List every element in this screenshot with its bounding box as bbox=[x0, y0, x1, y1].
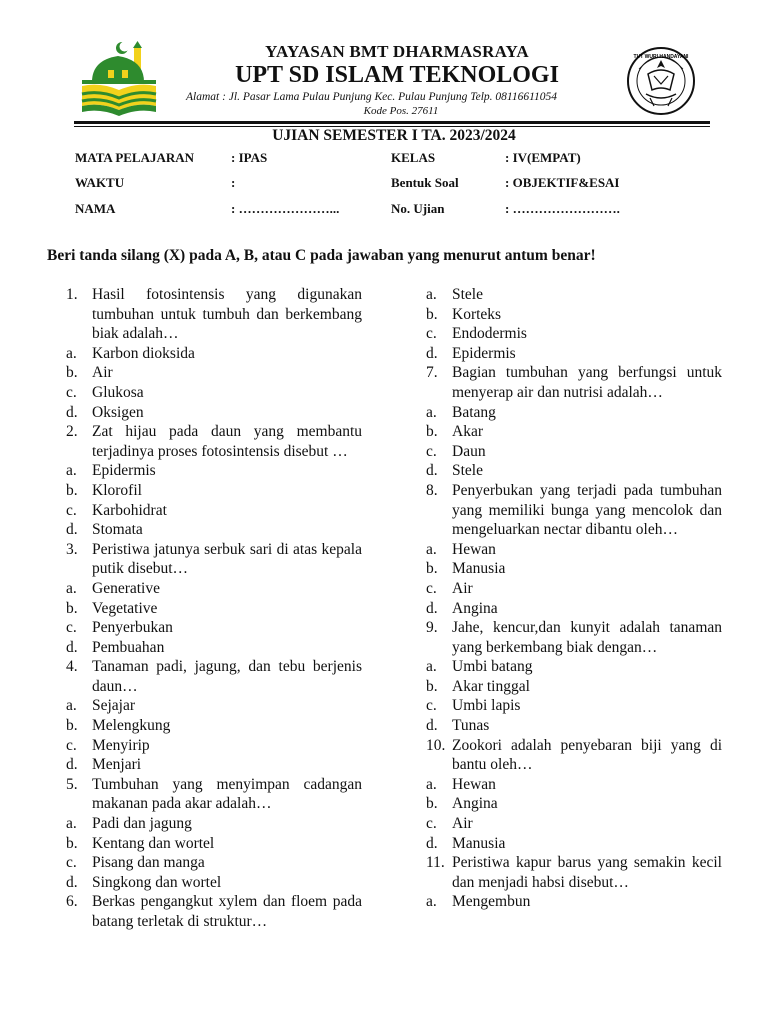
option-letter: a. bbox=[426, 775, 437, 793]
answer-option[interactable] bbox=[426, 403, 722, 423]
option-letter: a. bbox=[426, 403, 437, 421]
option-letter: a. bbox=[426, 658, 437, 676]
option-letter: d. bbox=[426, 599, 438, 617]
answer-option[interactable] bbox=[426, 344, 722, 364]
question-text: Peristiwa kapur barus yang semakin kecil dan menjadi habsi disebut… bbox=[452, 854, 722, 891]
answer-option[interactable] bbox=[426, 892, 722, 912]
option-text: Penyerbukan bbox=[92, 619, 173, 637]
answer-option[interactable] bbox=[66, 599, 362, 619]
option-letter: c. bbox=[66, 736, 77, 754]
option-text: Akar tinggal bbox=[452, 677, 530, 695]
option-text: Epidermis bbox=[92, 462, 156, 480]
option-text: Klorofil bbox=[92, 481, 142, 499]
option-letter: b. bbox=[426, 795, 438, 813]
question-text: Tanaman padi, jagung, dan tebu berjenis daun… bbox=[92, 658, 362, 695]
answer-option[interactable] bbox=[66, 344, 362, 364]
question-number: 4. bbox=[66, 658, 78, 676]
question-number: 1. bbox=[66, 286, 78, 303]
question-item-continued bbox=[426, 285, 722, 363]
answer-option[interactable] bbox=[66, 403, 362, 423]
answer-option[interactable] bbox=[426, 677, 722, 697]
answer-option[interactable] bbox=[426, 285, 722, 305]
option-letter: c. bbox=[66, 619, 77, 637]
option-letter: c. bbox=[426, 697, 437, 715]
question-text: Peristiwa jatunya serbuk sari di atas kepala putik disebut… bbox=[92, 540, 362, 578]
question-item bbox=[426, 618, 722, 736]
option-text: Manusia bbox=[452, 834, 506, 852]
answer-option[interactable] bbox=[66, 736, 362, 756]
option-letter: a. bbox=[66, 344, 77, 362]
question-text: Jahe, kencur,dan kunyit adalah tanaman yang berkembang biak dengan… bbox=[452, 619, 722, 656]
postal-code: Kode Pos. 27611 bbox=[363, 105, 439, 117]
answer-option[interactable] bbox=[66, 520, 362, 540]
exam-number-field: : ……………………. bbox=[505, 201, 620, 216]
option-text: Umbi lapis bbox=[452, 697, 521, 715]
option-letter: a. bbox=[426, 286, 437, 303]
option-text: Angina bbox=[452, 599, 498, 617]
option-letter: d. bbox=[426, 717, 438, 735]
option-letter: c. bbox=[426, 815, 437, 833]
option-text: Kentang dan wortel bbox=[92, 834, 215, 852]
question-number: 3. bbox=[66, 540, 78, 558]
option-letter: a. bbox=[426, 540, 437, 558]
answer-option[interactable] bbox=[426, 559, 722, 579]
school-name: UPT SD ISLAM TEKNOLOGI bbox=[235, 62, 559, 88]
answer-option[interactable] bbox=[66, 383, 362, 403]
class-value: : IV(EMPAT) bbox=[505, 150, 581, 165]
question-item bbox=[426, 481, 722, 618]
option-text: Mengembun bbox=[452, 893, 531, 911]
option-text: Singkong dan wortel bbox=[92, 873, 222, 891]
option-text: Vegetative bbox=[92, 599, 158, 617]
answer-option[interactable] bbox=[426, 657, 722, 677]
question-text: Zat hijau pada daun yang membantu terjadinya proses fotosintensis disebut … bbox=[92, 423, 362, 460]
answer-option[interactable] bbox=[66, 363, 362, 383]
option-letter: d. bbox=[66, 403, 78, 421]
answer-option[interactable] bbox=[426, 422, 722, 442]
option-text: Air bbox=[92, 364, 113, 382]
questions-right-column bbox=[426, 285, 722, 912]
emblem-motto: TUT WURI HANDAYANI bbox=[633, 54, 689, 60]
option-letter: d. bbox=[66, 521, 78, 539]
answer-option[interactable] bbox=[66, 814, 362, 834]
subject-label: MATA PELAJARAN bbox=[75, 150, 195, 165]
option-letter: d. bbox=[426, 834, 438, 852]
answer-option[interactable] bbox=[426, 442, 722, 462]
option-letter: a. bbox=[66, 815, 77, 833]
option-text: Air bbox=[452, 579, 473, 597]
option-letter: d. bbox=[66, 873, 78, 891]
answer-option[interactable] bbox=[426, 579, 722, 599]
answer-option[interactable] bbox=[426, 814, 722, 834]
question-number: 2. bbox=[66, 423, 78, 441]
option-text: Stomata bbox=[92, 521, 143, 539]
option-text: Endodermis bbox=[452, 325, 527, 343]
question-number: 7. bbox=[426, 364, 438, 382]
option-text: Karbohidrat bbox=[92, 501, 167, 519]
option-text: Padi dan jagung bbox=[92, 815, 192, 833]
name-label: NAMA bbox=[75, 201, 116, 216]
question-number: 9. bbox=[426, 619, 438, 637]
answer-option[interactable] bbox=[66, 834, 362, 854]
answer-option[interactable] bbox=[66, 853, 362, 873]
foundation-name: YAYASAN BMT DHARMASRAYA bbox=[265, 42, 529, 61]
option-letter: d. bbox=[426, 462, 438, 480]
option-letter: d. bbox=[66, 756, 78, 774]
question-text: Zookori adalah penyebaran biji yang di bantu oleh… bbox=[452, 736, 722, 774]
option-letter: b. bbox=[66, 364, 78, 382]
option-text: Akar bbox=[452, 423, 483, 441]
question-number: 5. bbox=[66, 775, 78, 793]
option-letter: b. bbox=[66, 834, 78, 852]
answer-option[interactable] bbox=[426, 834, 722, 854]
question-number: 10. bbox=[426, 736, 446, 754]
question-form-value: : OBJEKTIF&ESAI bbox=[505, 175, 620, 190]
question-number: 8. bbox=[426, 481, 438, 499]
question-item bbox=[426, 736, 722, 854]
option-letter: d. bbox=[66, 638, 78, 656]
question-item bbox=[66, 540, 362, 658]
option-text: Menjari bbox=[92, 756, 142, 774]
option-letter: b. bbox=[426, 305, 438, 323]
option-letter: c. bbox=[426, 325, 437, 343]
option-letter: b. bbox=[66, 481, 78, 499]
option-text: Hewan bbox=[452, 540, 496, 558]
question-text: Penyerbukan yang terjadi pada tumbuhan yang memiliki bunga yang mencolok dan mengeluarkan nectar dibantu oleh… bbox=[452, 481, 722, 539]
question-number: 11. bbox=[426, 854, 445, 872]
answer-option[interactable] bbox=[426, 324, 722, 344]
option-text: Daun bbox=[452, 442, 486, 460]
option-text: Korteks bbox=[452, 305, 502, 323]
option-text: Stele bbox=[452, 286, 483, 303]
name-field: : …………………... bbox=[231, 201, 340, 216]
answer-option[interactable] bbox=[426, 775, 722, 795]
question-text: Tumbuhan yang menyimpan cadangan makanan pada akar adalah… bbox=[92, 775, 362, 813]
header-divider-thick bbox=[74, 121, 710, 124]
option-text: Tunas bbox=[452, 717, 490, 735]
answer-option[interactable] bbox=[426, 599, 722, 619]
time-label: WAKTU bbox=[75, 175, 125, 190]
question-item bbox=[66, 657, 362, 775]
answer-option[interactable] bbox=[426, 696, 722, 716]
option-text: Batang bbox=[452, 403, 496, 421]
class-label: KELAS bbox=[391, 150, 436, 165]
question-item bbox=[66, 285, 362, 422]
option-letter: a. bbox=[66, 462, 77, 480]
answer-option[interactable] bbox=[66, 873, 362, 893]
option-text: Pisang dan manga bbox=[92, 854, 205, 872]
option-text: Air bbox=[452, 815, 473, 833]
answer-option[interactable] bbox=[66, 716, 362, 736]
option-text: Melengkung bbox=[92, 717, 171, 735]
option-text: Menyirip bbox=[92, 736, 150, 754]
answer-option[interactable] bbox=[66, 755, 362, 775]
question-item bbox=[426, 853, 722, 912]
option-text: Epidermis bbox=[452, 344, 516, 362]
option-text: Hewan bbox=[452, 775, 496, 793]
instruction-text: Beri tanda silang (X) pada A, B, atau C pada jawaban yang menurut antum benar! bbox=[47, 247, 596, 264]
question-text: Berkas pengangkut xylem dan floem pada batang terletak di struktur… bbox=[92, 893, 362, 930]
option-letter: d. bbox=[426, 344, 438, 362]
questions-left-column bbox=[66, 285, 362, 932]
subject-value: : IPAS bbox=[231, 150, 268, 165]
question-item bbox=[66, 892, 362, 931]
answer-option[interactable] bbox=[426, 794, 722, 814]
option-text: Glukosa bbox=[92, 383, 144, 401]
answer-option[interactable] bbox=[66, 618, 362, 638]
option-text: Umbi batang bbox=[452, 658, 533, 676]
question-item bbox=[426, 363, 722, 481]
option-text: Stele bbox=[452, 462, 483, 480]
option-text: Manusia bbox=[452, 560, 506, 578]
option-letter: b. bbox=[426, 560, 438, 578]
option-letter: b. bbox=[66, 717, 78, 735]
answer-option[interactable] bbox=[426, 716, 722, 736]
answer-option[interactable] bbox=[66, 696, 362, 716]
question-text: Hasil fotosintensis yang digunakan tumbuhan untuk tumbuh dan berkembang biak adalah… bbox=[92, 286, 362, 343]
option-letter: c. bbox=[66, 854, 77, 872]
question-text: Bagian tumbuhan yang berfungsi untuk menyerap air dan nutrisi adalah… bbox=[452, 364, 722, 401]
option-letter: b. bbox=[66, 599, 78, 617]
option-letter: c. bbox=[66, 501, 77, 519]
question-number: 6. bbox=[66, 893, 78, 911]
option-letter: c. bbox=[66, 383, 77, 401]
option-text: Sejajar bbox=[92, 697, 136, 715]
option-text: Pembuahan bbox=[92, 638, 165, 656]
question-item bbox=[66, 422, 362, 540]
option-letter: b. bbox=[426, 423, 438, 441]
option-text: Generative bbox=[92, 579, 160, 597]
option-text: Karbon dioksida bbox=[92, 344, 195, 362]
time-value: : bbox=[231, 175, 236, 190]
question-form-label: Bentuk Soal bbox=[391, 175, 459, 190]
answer-option[interactable] bbox=[426, 461, 722, 481]
answer-option[interactable] bbox=[66, 501, 362, 521]
option-letter: b. bbox=[426, 677, 438, 695]
option-letter: c. bbox=[426, 579, 437, 597]
answer-option[interactable] bbox=[66, 579, 362, 599]
exam-number-label: No. Ujian bbox=[391, 201, 445, 216]
school-address: Alamat : Jl. Pasar Lama Pulau Punjung Kec. Pulau Punjung Telp. 08116611054 bbox=[186, 91, 557, 103]
option-text: Oksigen bbox=[92, 403, 144, 421]
option-letter: c. bbox=[426, 442, 437, 460]
question-item bbox=[66, 775, 362, 893]
answer-option[interactable] bbox=[66, 461, 362, 481]
option-letter: a. bbox=[66, 579, 77, 597]
option-letter: a. bbox=[426, 893, 437, 911]
answer-option[interactable] bbox=[66, 481, 362, 501]
answer-option[interactable] bbox=[426, 305, 722, 325]
option-letter: a. bbox=[66, 697, 77, 715]
option-text: Angina bbox=[452, 795, 498, 813]
answer-option[interactable] bbox=[426, 540, 722, 560]
answer-option[interactable] bbox=[66, 638, 362, 658]
exam-title: UJIAN SEMESTER I TA. 2023/2024 bbox=[272, 127, 516, 144]
